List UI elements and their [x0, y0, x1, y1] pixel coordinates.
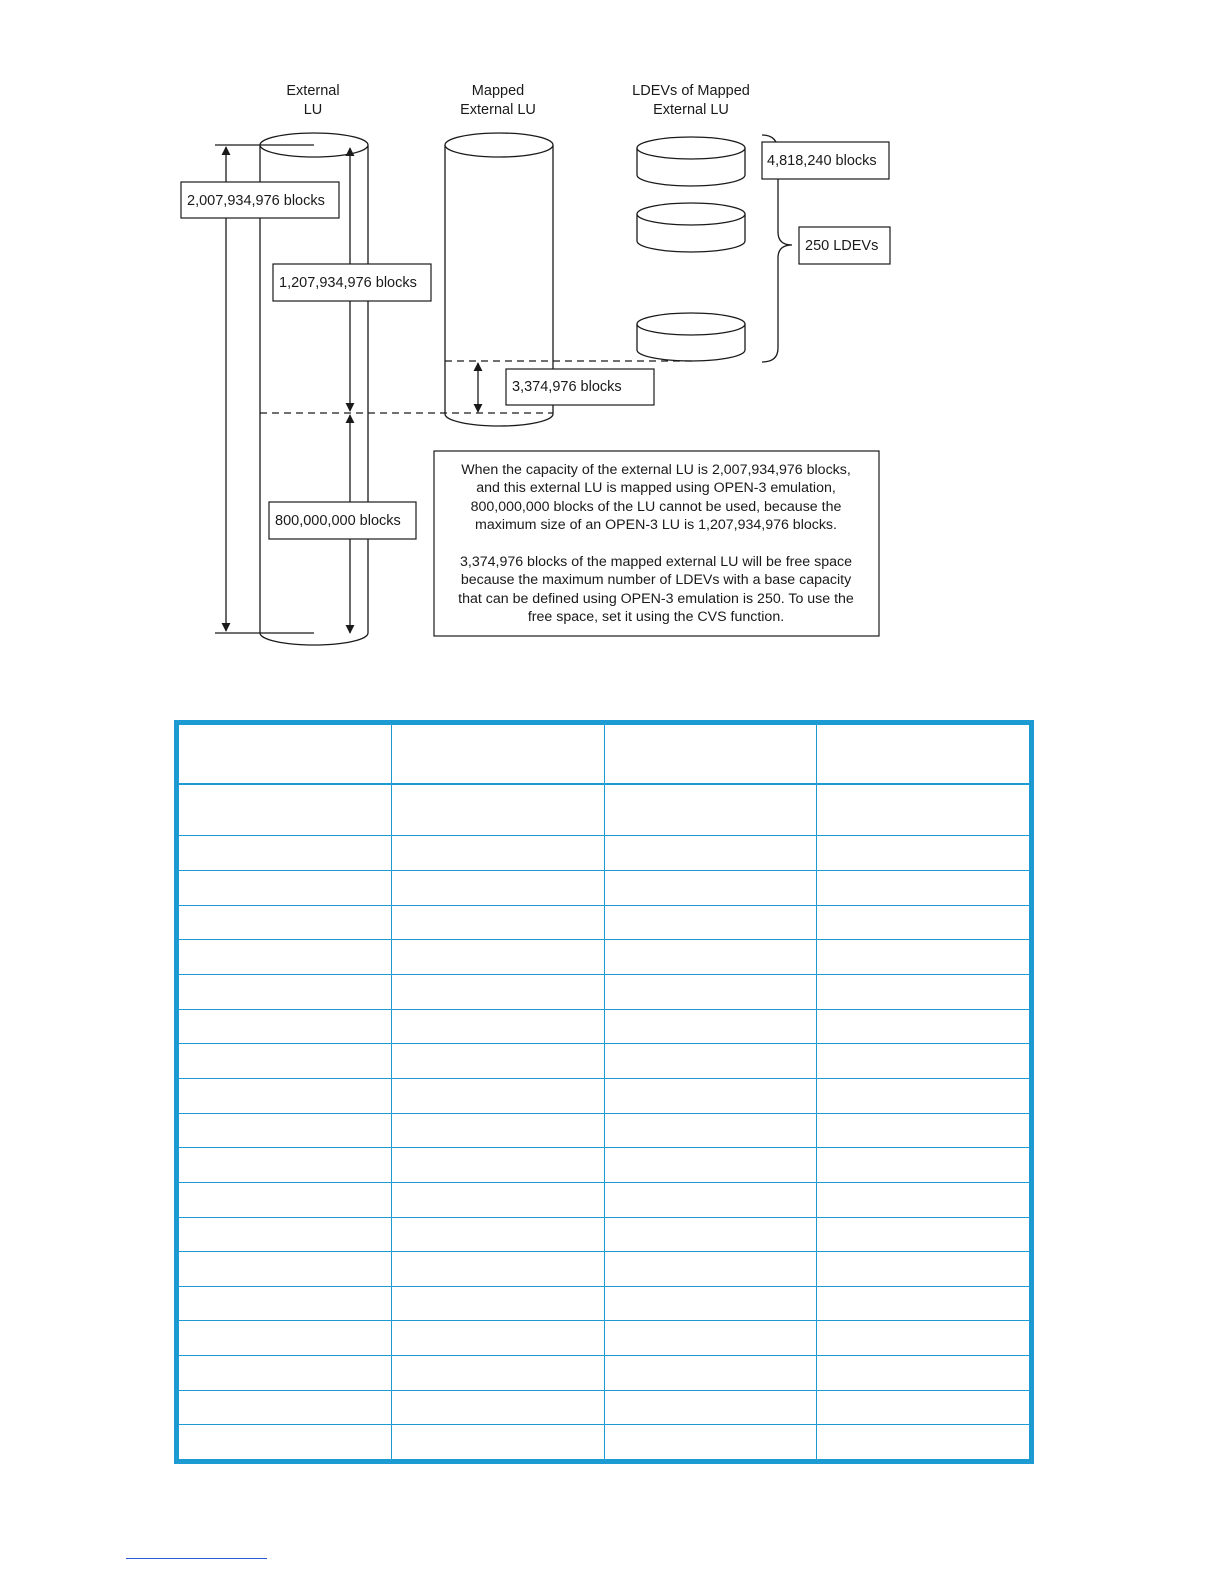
svg-text:800,000,000 blocks: 800,000,000 blocks	[275, 513, 401, 529]
usable-blocks-label	[273, 264, 431, 301]
svg-text:maximum size of an OPEN-3 LU i: maximum size of an OPEN-3 LU is 1,207,934,976 blocks.	[475, 517, 837, 533]
table-cell	[817, 975, 1030, 1010]
svg-text:3,374,976 blocks of the mapped: 3,374,976 blocks of the mapped external LU will be free space	[460, 554, 852, 570]
table-cell	[604, 1182, 817, 1217]
table-cell	[391, 975, 604, 1010]
free-blocks-label	[506, 369, 654, 405]
table-cell	[179, 1182, 392, 1217]
table-cell	[391, 1356, 604, 1391]
table-row	[179, 784, 1030, 836]
table-cell	[179, 975, 392, 1010]
ldev-count-label	[799, 227, 890, 264]
table-row	[179, 836, 1030, 871]
table-cell	[179, 1390, 392, 1425]
table-cell	[179, 1217, 392, 1252]
table-cell	[391, 1217, 604, 1252]
table-cell	[604, 1321, 817, 1356]
table-cell	[179, 871, 392, 906]
svg-text:free space, set it using the C: free space, set it using the CVS function.	[527, 609, 785, 625]
table-row	[179, 871, 1030, 906]
svg-text:External LU: External LU	[460, 102, 536, 118]
table-cell	[179, 1044, 392, 1079]
table-cell	[817, 1425, 1030, 1460]
table-cell	[817, 1390, 1030, 1425]
table-row	[179, 1390, 1030, 1425]
table-cell	[604, 1356, 817, 1391]
table-cell	[604, 940, 817, 975]
header-external-lu	[286, 83, 339, 118]
svg-text:Mapped: Mapped	[471, 83, 525, 99]
header-ldevs	[632, 83, 750, 118]
table-row	[179, 940, 1030, 975]
table-row	[179, 1286, 1030, 1321]
table-cell	[179, 905, 392, 940]
table-row	[179, 1148, 1030, 1183]
svg-text:1,207,934,976 blocks: 1,207,934,976 blocks	[279, 275, 417, 291]
table-cell	[391, 905, 604, 940]
table-header-cell	[179, 725, 392, 785]
table-row	[179, 1252, 1030, 1287]
empty-table	[174, 720, 1034, 1464]
table-cell	[604, 905, 817, 940]
table-cell	[179, 1425, 392, 1460]
table-cell	[604, 836, 817, 871]
table-cell	[604, 1286, 817, 1321]
table-cell	[604, 871, 817, 906]
table-header-cell	[604, 725, 817, 785]
table-cell	[604, 1425, 817, 1460]
table-cell	[391, 1390, 604, 1425]
svg-text:that can be defined using OPEN: that can be defined using OPEN-3 emulation is 250. To use the	[458, 591, 854, 607]
table-row	[179, 1009, 1030, 1044]
table-cell	[817, 1252, 1030, 1287]
table-row	[179, 1182, 1030, 1217]
table-cell	[179, 1009, 392, 1044]
unusable-blocks-label	[269, 502, 416, 539]
table-cell	[391, 940, 604, 975]
table-cell	[391, 1286, 604, 1321]
table-cell	[179, 940, 392, 975]
table-cell	[817, 1217, 1030, 1252]
table-cell	[817, 1044, 1030, 1079]
table-row	[179, 1321, 1030, 1356]
table-cell	[604, 1390, 817, 1425]
table-cell	[391, 1182, 604, 1217]
footer-link-underline[interactable]	[126, 1558, 267, 1559]
table-row	[179, 905, 1030, 940]
table-cell	[179, 1078, 392, 1113]
ldev-disk	[637, 313, 745, 361]
total-blocks-label	[181, 182, 339, 218]
header-mapped-external-lu	[460, 83, 536, 118]
table-cell	[391, 1425, 604, 1460]
table-row	[179, 1113, 1030, 1148]
ldev-size-label	[762, 142, 889, 179]
table-cell	[179, 1113, 392, 1148]
table-cell	[179, 1286, 392, 1321]
table-cell	[179, 1321, 392, 1356]
table-cell	[817, 836, 1030, 871]
svg-text:3,374,976 blocks: 3,374,976 blocks	[512, 379, 622, 395]
svg-text:LDEVs of Mapped: LDEVs of Mapped	[632, 83, 750, 99]
table-cell	[817, 1286, 1030, 1321]
table-cell	[604, 1009, 817, 1044]
table-cell	[817, 905, 1030, 940]
table-row	[179, 1044, 1030, 1079]
svg-text:800,000,000 blocks of the LU c: 800,000,000 blocks of the LU cannot be used, because the	[470, 499, 842, 515]
svg-text:LU: LU	[303, 102, 323, 118]
table-cell	[179, 1148, 392, 1183]
table-cell	[817, 871, 1030, 906]
table-cell	[817, 1321, 1030, 1356]
table-cell	[179, 836, 392, 871]
table-grid	[178, 724, 1030, 1460]
table-header-cell	[391, 725, 604, 785]
table-cell	[604, 1113, 817, 1148]
table-row	[179, 1425, 1030, 1460]
table-cell	[391, 1009, 604, 1044]
ldev-disk	[637, 203, 745, 252]
table-cell	[604, 1078, 817, 1113]
table-cell	[817, 1009, 1030, 1044]
table-cell	[817, 1078, 1030, 1113]
table-row	[179, 1078, 1030, 1113]
table-row	[179, 1217, 1030, 1252]
svg-text:and this external LU is mapped: and this external LU is mapped using OPEN-3 emulation,	[476, 480, 836, 496]
table-cell	[817, 1113, 1030, 1148]
table-cell	[817, 1182, 1030, 1217]
table-cell	[604, 1252, 817, 1287]
table-cell	[604, 1217, 817, 1252]
capacity-diagram	[0, 0, 1224, 700]
table-cell	[604, 784, 817, 836]
svg-text:External: External	[286, 83, 340, 99]
svg-text:When the capacity of the exter: When the capacity of the external LU is 2,007,934,976 blocks,	[461, 462, 851, 478]
table-cell	[817, 1148, 1030, 1183]
table-cell	[604, 1044, 817, 1079]
table-cell	[391, 1148, 604, 1183]
table-cell	[391, 1044, 604, 1079]
svg-text:250 LDEVs: 250 LDEVs	[805, 238, 879, 254]
table-cell	[179, 784, 392, 836]
table-cell	[179, 1356, 392, 1391]
table-cell	[817, 1356, 1030, 1391]
table-cell	[391, 1321, 604, 1356]
svg-text:2,007,934,976 blocks: 2,007,934,976 blocks	[187, 193, 325, 209]
table-cell	[391, 784, 604, 836]
table-cell	[391, 1078, 604, 1113]
svg-text:because the maximum number of: because the maximum number of LDEVs with a base capacity	[460, 572, 852, 588]
table-cell	[817, 784, 1030, 836]
ldev-disk	[637, 137, 745, 186]
table-header-row	[179, 725, 1030, 785]
table-cell	[391, 1113, 604, 1148]
table-cell	[179, 1252, 392, 1287]
table-cell	[817, 940, 1030, 975]
table-row	[179, 975, 1030, 1010]
svg-text:External LU: External LU	[653, 102, 729, 118]
table-row	[179, 1356, 1030, 1391]
table-header-cell	[817, 725, 1030, 785]
table-cell	[391, 1252, 604, 1287]
explanation-note	[434, 451, 879, 636]
table-cell	[391, 836, 604, 871]
table-cell	[391, 871, 604, 906]
table-cell	[604, 1148, 817, 1183]
svg-text:4,818,240 blocks: 4,818,240 blocks	[767, 153, 877, 169]
table-cell	[604, 975, 817, 1010]
